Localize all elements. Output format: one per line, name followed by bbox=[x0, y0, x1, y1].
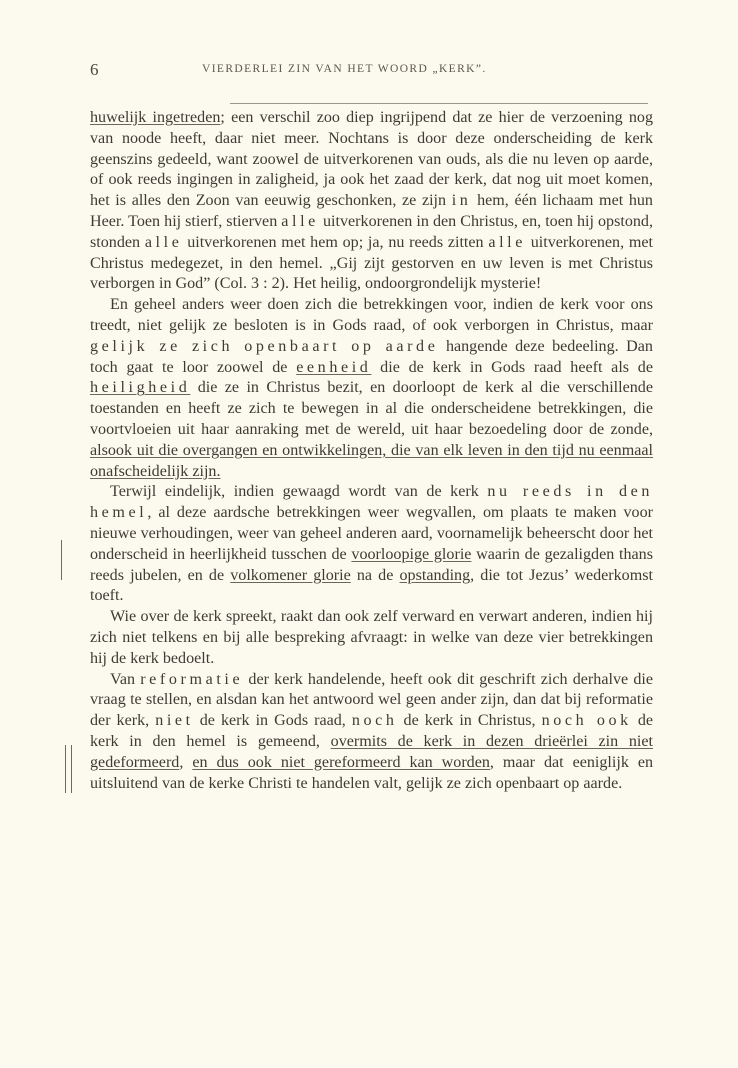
text-run: die de kerk in Gods raad heeft als de bbox=[371, 358, 653, 376]
margin-mark bbox=[61, 540, 62, 580]
running-title: VIERDERLEI ZIN VAN HET WOORD „KERK”. bbox=[202, 63, 487, 75]
text-run: gelijk ze zich openbaart op aarde bbox=[90, 337, 439, 355]
text-run: der kerk handelende, heeft ook dit geschrift zich derhalve die vraag te stellen, en alsdan kan het antwoord wel geen ander zijn, dan dat bij reformatie der kerk, bbox=[90, 670, 653, 730]
margin-mark bbox=[65, 745, 66, 793]
text-run: , die tot Jezus’ wederkomst toeft. bbox=[90, 566, 653, 605]
paragraph bbox=[90, 670, 653, 795]
text-run: hem, één lichaam met hun Heer. Toen hij stierf, stierven bbox=[90, 192, 653, 230]
text-run: uitverkorenen in den Christus, en, toen hij opstond, stonden bbox=[90, 212, 653, 251]
text-run: de kerk in den hemel is gemeend, bbox=[90, 712, 654, 750]
text-run: in bbox=[451, 192, 472, 210]
text-run: alle bbox=[144, 233, 183, 251]
text-run: reformatie bbox=[140, 670, 244, 688]
text-run: eenheid bbox=[296, 358, 372, 376]
text-run: Wie over de kerk spreekt, raakt dan ook zelf verward en verwart anderen, indien hij zich niet telkens en bij alle bespreking afvraagt: in welke van deze vier betrekkingen hij de kerk bedoelt. bbox=[90, 608, 653, 667]
text-run: de kerk in Christus, bbox=[397, 712, 542, 730]
text-run: alle bbox=[488, 233, 526, 251]
text-run: en dus ook niet gereformeerd kan worden bbox=[192, 753, 490, 771]
text-run: En geheel anders weer doen zich die betrekkingen voor, indien de kerk voor ons treedt, niet gelijk ze besloten is in Gods raad, of ook verborgen in Christus, maar bbox=[90, 296, 653, 334]
text-run: opstanding bbox=[399, 566, 471, 584]
text-run: na de bbox=[350, 566, 400, 584]
text-run: ; een verschil zoo diep ingrijpend dat ze hier de verzoening nog van noode heeft, daar niet meer. Nochtans is door deze onderscheiding de kerk geenszins gedeeld, want zoowel de uitverkorenen van ouds, als die nu leven op aarde, of ook reeds ingingen in zaligheid, ja ook het zaad der kerk, dat nog uit moet komen, het is alles den Zoon van eeuwig geschonken, ze zijn bbox=[90, 109, 653, 210]
text-run: , al deze aardsche betrekkingen weer wegvallen, om plaats te maken voor nieuwe verhoudingen, weer van geheel anderen aard, voornamelijk beheerscht door het onderscheid in heerlijkheid tusschen de bbox=[90, 504, 653, 563]
text-run: die ze in Christus bezit, en doorloopt de kerk al die verschillende toestanden en heeft ze zich te bewegen in al die onderscheidene betrekkingen, die voortvloeien uit haar aanraking met de wereld, uit haar bezoedeling door de zonde, bbox=[90, 379, 653, 438]
text-run: uitverkorenen, met Christus medegezet, in den hemel. „Gij zijt gestorven en uw leven is met Christus verborgen in God” (Col. 3 : 2). Het heilig, ondoorgrondelijk mysterie! bbox=[90, 233, 653, 293]
text-run: noch ook bbox=[541, 712, 632, 730]
text-run: Terwijl eindelijk, indien gewaagd wordt van de kerk bbox=[110, 483, 488, 501]
text-run: alsook uit die overgangen en ontwikkelingen, die van elk leven in den tijd nu eenmaal onafscheidelijk zijn. bbox=[90, 441, 653, 480]
page-number: 6 bbox=[90, 60, 99, 79]
margin-mark bbox=[71, 745, 72, 793]
header-rule bbox=[230, 103, 648, 104]
paragraph bbox=[90, 108, 653, 295]
text-run: alle bbox=[281, 212, 319, 230]
text-run: hangende deze bedeeling. Dan toch gaat te loor zoowel de bbox=[90, 337, 653, 376]
text-run: , bbox=[179, 753, 193, 771]
paragraph bbox=[90, 607, 653, 669]
text-run: overmits de kerk in dezen drieërlei zin niet gedeformeerd bbox=[90, 732, 653, 771]
text-run: Van bbox=[110, 670, 141, 688]
text-run: volkomener glorie bbox=[230, 566, 351, 584]
paragraph bbox=[90, 482, 653, 607]
text-run: huwelijk ingetreden bbox=[90, 109, 221, 126]
text-run: niet bbox=[155, 712, 194, 730]
body-text bbox=[90, 108, 653, 794]
page-header bbox=[90, 60, 650, 84]
text-run: waarin de gezaligden thans reeds jubelen, en de bbox=[90, 545, 653, 584]
text-run: voorloopige glorie bbox=[351, 545, 472, 563]
text-run: nu reeds in den hemel bbox=[90, 483, 653, 522]
text-run: de kerk in Gods raad, bbox=[193, 712, 352, 730]
text-run: heiligheid bbox=[90, 379, 191, 397]
text-run: noch bbox=[351, 712, 398, 730]
paragraph bbox=[90, 295, 653, 482]
text-run: uitverkorenen met hem op; ja, nu reeds zitten bbox=[182, 233, 489, 251]
text-run: , maar dat eeniglijk en uitsluitend van de kerke Christi te handelen valt, gelijk ze zich openbaart op aarde. bbox=[90, 753, 654, 792]
